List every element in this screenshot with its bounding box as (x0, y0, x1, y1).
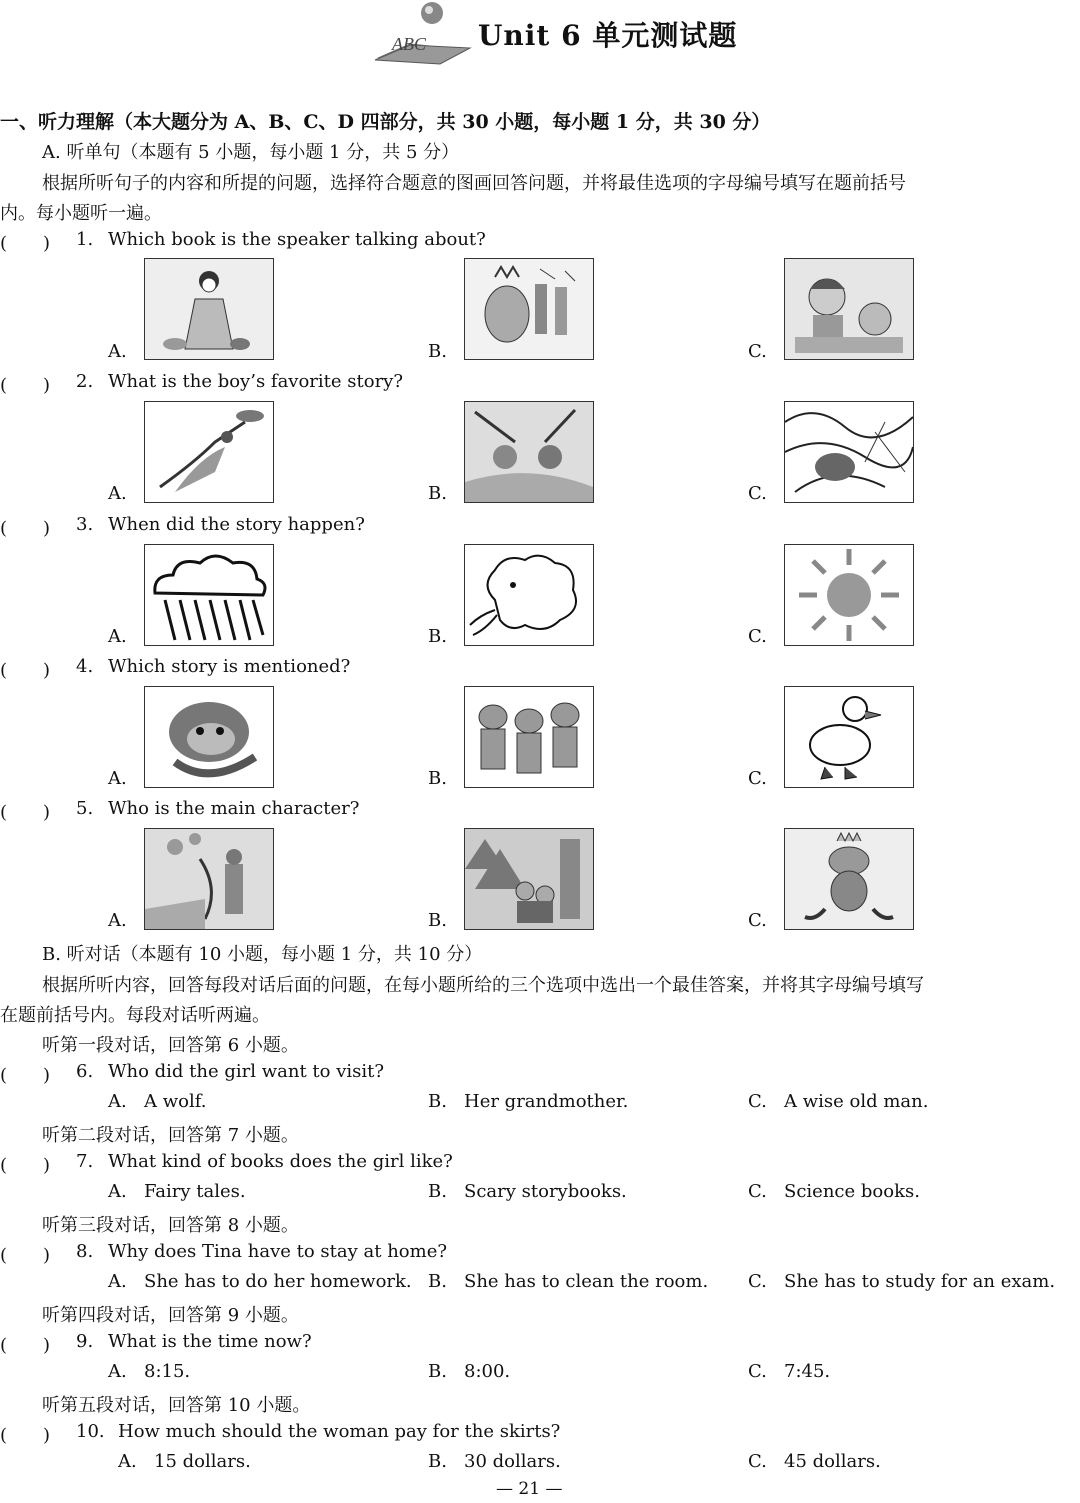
flying-goddess-icon[interactable] (144, 401, 274, 503)
dialog-intro: 听第一段对话，回答第 6 小题。 (42, 1035, 299, 1056)
answer-bracket[interactable]: ( ) (0, 1425, 51, 1446)
option-label-a: A. (108, 1181, 127, 1202)
part-a-heading: A. 听单句（本题有 5 小题，每小题 1 分，共 5 分） (42, 142, 460, 163)
question-number: 5. (76, 798, 94, 819)
question-number: 2. (76, 371, 94, 392)
question-text: Why does Tina have to stay at home? (108, 1241, 448, 1262)
option-label-b: B. (428, 1091, 447, 1112)
option-a[interactable]: 8:15. (144, 1361, 191, 1382)
option-label-c: C. (748, 1451, 767, 1472)
dialog-intro: 听第三段对话，回答第 8 小题。 (42, 1215, 299, 1236)
rain-cloud-icon[interactable] (144, 544, 274, 646)
question-number: 7. (76, 1151, 94, 1172)
question-text: Which story is mentioned? (108, 656, 351, 677)
part-b-heading: B. 听对话（本题有 10 小题，每小题 1 分，共 10 分） (42, 944, 483, 965)
option-label-c: C. (748, 483, 767, 504)
option-label-c: C. (748, 341, 767, 362)
option-label-c: C. (748, 1091, 767, 1112)
question-number: 3. (76, 514, 94, 535)
option-label-a: A. (108, 1361, 127, 1382)
option-b[interactable]: 30 dollars. (464, 1451, 561, 1472)
jungle-scene-icon[interactable] (784, 401, 914, 503)
wind-cloud-icon[interactable] (464, 544, 594, 646)
option-label-a: A. (108, 483, 127, 504)
frog-prince-icon[interactable] (784, 828, 914, 930)
option-c[interactable]: A wise old man. (784, 1091, 929, 1112)
answer-bracket[interactable]: ( ) (0, 802, 51, 823)
option-label-a: A. (108, 910, 127, 931)
option-a[interactable]: Fairy tales. (144, 1181, 246, 1202)
part-b-instruction-line2: 在题前括号内。每段对话听两遍。 (0, 1005, 270, 1026)
option-label-b: B. (428, 768, 447, 789)
part-b-instruction-line1: 根据所听内容，回答每段对话后面的问题，在每小题所给的三个选项中选出一个最佳答案，并将其字母编号填写 (42, 975, 924, 996)
question-number: 10. (76, 1421, 105, 1442)
three-pigs-icon[interactable] (464, 686, 594, 788)
question-number: 9. (76, 1331, 94, 1352)
option-a[interactable]: A wolf. (144, 1091, 207, 1112)
dialog-intro: 听第五段对话，回答第 10 小题。 (42, 1395, 311, 1416)
option-label-a: A. (108, 1091, 127, 1112)
answer-bracket[interactable]: ( ) (0, 518, 51, 539)
option-label-a: A. (118, 1451, 137, 1472)
question-number: 1. (76, 229, 94, 250)
dialog-intro: 听第二段对话，回答第 7 小题。 (42, 1125, 299, 1146)
monkey-king-fight-icon[interactable] (464, 401, 594, 503)
svg-text:ABC: ABC (392, 34, 426, 54)
page-title: Unit 6 单元测试题 (478, 19, 738, 52)
option-c[interactable]: She has to study for an exam. (784, 1271, 1056, 1292)
children-book-icon[interactable] (784, 258, 914, 360)
question-text: Who is the main character? (108, 798, 360, 819)
part-a-instruction-line2: 内。每小题听一遍。 (0, 203, 162, 224)
dialog-intro: 听第四段对话，回答第 9 小题。 (42, 1305, 299, 1326)
option-label-b: B. (428, 483, 447, 504)
answer-bracket[interactable]: ( ) (0, 1245, 51, 1266)
option-label-c: C. (748, 626, 767, 647)
option-label-b: B. (428, 1271, 447, 1292)
page-number: — 21 — (496, 1479, 563, 1499)
question-text: Who did the girl want to visit? (108, 1061, 385, 1082)
archer-icon[interactable] (144, 828, 274, 930)
option-label-b: B. (428, 1361, 447, 1382)
option-label-b: B. (428, 341, 447, 362)
question-number: 6. (76, 1061, 94, 1082)
section-heading: 一、听力理解（本大题分为 A、B、C、D 四部分，共 30 小题，每小题 1 分，共 30 分） (0, 111, 771, 133)
option-label-c: C. (748, 1181, 767, 1202)
question-text: What is the boy’s favorite story? (108, 371, 404, 392)
question-number: 4. (76, 656, 94, 677)
option-a[interactable]: 15 dollars. (154, 1451, 251, 1472)
forest-children-icon[interactable] (464, 828, 594, 930)
king-parade-icon[interactable] (464, 258, 594, 360)
answer-bracket[interactable]: ( ) (0, 375, 51, 396)
option-label-b: B. (428, 1451, 447, 1472)
duckling-icon[interactable] (784, 686, 914, 788)
question-number: 8. (76, 1241, 94, 1262)
option-label-b: B. (428, 910, 447, 931)
abc-logo-icon (370, 0, 475, 68)
option-label-c: C. (748, 910, 767, 931)
answer-bracket[interactable]: ( ) (0, 233, 51, 254)
option-label-c: C. (748, 768, 767, 789)
answer-bracket[interactable]: ( ) (0, 660, 51, 681)
option-b[interactable]: Her grandmother. (464, 1091, 629, 1112)
answer-bracket[interactable]: ( ) (0, 1065, 51, 1086)
option-c[interactable]: 45 dollars. (784, 1451, 881, 1472)
option-label-b: B. (428, 1181, 447, 1202)
option-b[interactable]: 8:00. (464, 1361, 511, 1382)
option-label-c: C. (748, 1271, 767, 1292)
part-a-instruction-line1: 根据所听句子的内容和所提的问题，选择符合题意的图画回答问题，并将最佳选项的字母编号填写在题前括号 (42, 173, 906, 194)
option-label-a: A. (108, 768, 127, 789)
question-text: How much should the woman pay for the skirts? (118, 1421, 561, 1442)
answer-bracket[interactable]: ( ) (0, 1155, 51, 1176)
option-label-c: C. (748, 1361, 767, 1382)
question-text: Which book is the speaker talking about? (108, 229, 486, 250)
question-text: When did the story happen? (108, 514, 365, 535)
option-c[interactable]: 7:45. (784, 1361, 831, 1382)
answer-bracket[interactable]: ( ) (0, 1335, 51, 1356)
option-b[interactable]: She has to clean the room. (464, 1271, 709, 1292)
option-label-a: A. (108, 626, 127, 647)
option-label-a: A. (108, 341, 127, 362)
monkey-face-icon[interactable] (144, 686, 274, 788)
option-c[interactable]: Science books. (784, 1181, 920, 1202)
option-label-a: A. (108, 1271, 127, 1292)
option-b[interactable]: Scary storybooks. (464, 1181, 627, 1202)
option-label-b: B. (428, 626, 447, 647)
question-text: What kind of books does the girl like? (108, 1151, 453, 1172)
option-a[interactable]: She has to do her homework. (144, 1271, 412, 1292)
princess-icon[interactable] (144, 258, 274, 360)
question-text: What is the time now? (108, 1331, 312, 1352)
sun-icon[interactable] (784, 544, 914, 646)
